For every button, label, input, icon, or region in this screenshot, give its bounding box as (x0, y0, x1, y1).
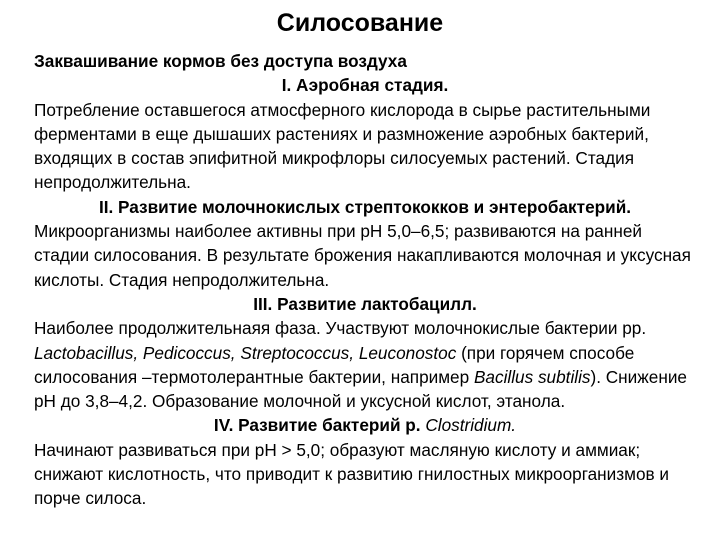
stage3-text (34, 316, 696, 413)
stage2-heading: II. Развитие молочнокислых стрептококков и энтеробактерий. (98, 196, 632, 217)
stage4-genus: Clostridium. (425, 415, 517, 436)
stage3-text-a: Наиболее продолжительнаяя фаза. Участвуют молочнокислые бактерии рр. (34, 318, 647, 339)
stage3-text-b: (при горячем способе силосования –термотолерантные бактерии, например (34, 342, 635, 387)
stage3-heading: III. Развитие лактобацилл. (253, 293, 477, 314)
stage1-heading: I. Аэробная стадия. (281, 75, 449, 96)
stage3-example: Bacillus subtilis (473, 366, 591, 387)
stage3-text-c: ). Снижение рН до 3,8–4,2. Образование молочной и уксусной кислот, этанола. (34, 366, 687, 412)
stage1-text: Потребление оставшегося атмосферного кислорода в сырье растительными ферментами в еще дышаших растениях и размножение аэробных бактерий, входящих в состав эпифитной микрофлоры силосуемых растений. Стадия непродолжительна. (34, 99, 651, 193)
stage3-genera: Lactobacillus, Pedicoccus, Streptococcus, Leuconostoc (34, 342, 457, 363)
stage4-heading-text: IV. Развитие бактерий р. (213, 415, 426, 436)
stage4-heading (34, 413, 696, 437)
slide-title: Силосование (276, 9, 444, 37)
stage4-text: Начинают развиваться при рН > 5,0; образуют масляную кислоту и аммиак; снижают кислотность, что приводит к развитию гнилостных микроорганизмов и порче силоса. (34, 439, 670, 509)
subtitle: Заквашивание кормов без доступа воздуха (34, 51, 407, 71)
slide-content (34, 49, 696, 511)
stage2-text: Микроорганизмы наиболее активны при рН 5,0–6,5; развиваются на ранней стадии силосования. В результате брожения накапливаются молочная и уксусная кислоты. Стадия непродолжительна. (34, 221, 691, 290)
